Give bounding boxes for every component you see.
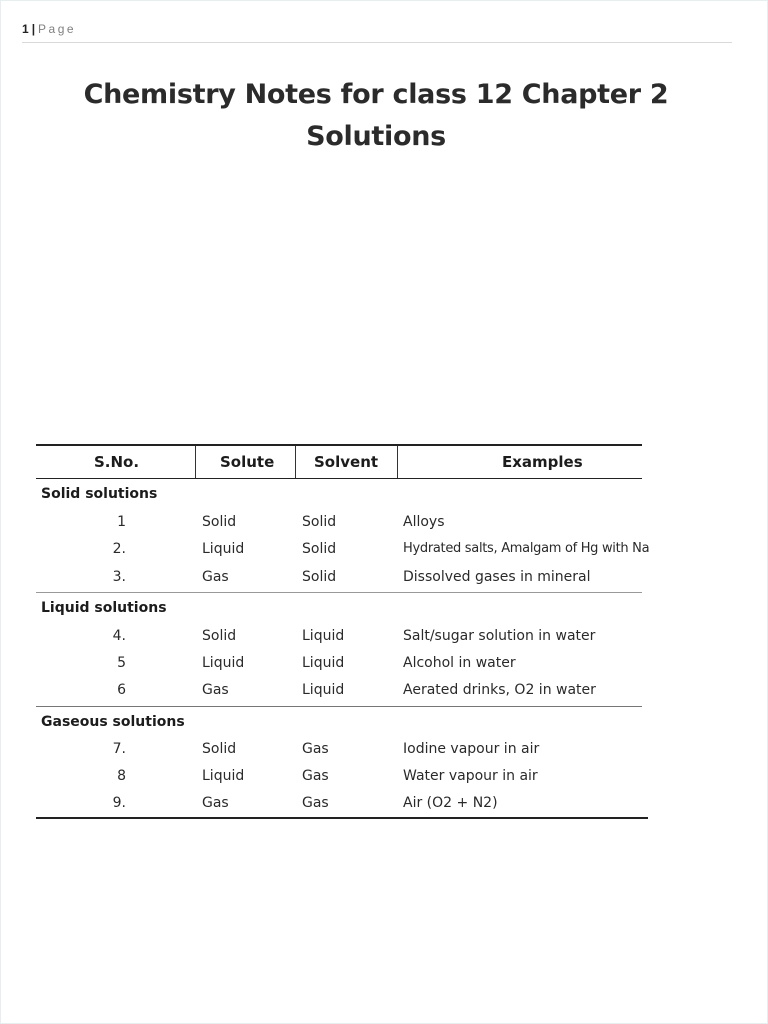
table-bottom-rule [36, 817, 648, 819]
table-top-rule [36, 444, 642, 446]
table-cell-solvent: Liquid [302, 628, 345, 644]
table-cell-solute: Liquid [202, 655, 245, 671]
section-title-gaseous: Gaseous solutions [41, 714, 185, 730]
table-cell-solvent: Liquid [302, 655, 345, 671]
table-cell-solute: Solid [202, 514, 237, 530]
table-cell-solute: Liquid [202, 768, 245, 784]
title-line-1: Chemistry Notes for class 12 Chapter 2 [83, 79, 669, 110]
table-cell-solute: Liquid [202, 541, 245, 557]
table-cell-solvent: Solid [302, 569, 337, 585]
col-header-examples: Examples [502, 453, 583, 471]
header-divider-2 [295, 446, 296, 478]
table-cell-example: Aerated drinks, O2 in water [403, 682, 596, 698]
table-cell-solvent: Gas [302, 795, 329, 811]
table-cell-sno: 5 [117, 655, 126, 671]
table-cell-example: Dissolved gases in mineral [403, 569, 591, 585]
table-cell-example: Hydrated salts, Amalgam of Hg with Na [403, 541, 650, 556]
table-cell-solute: Gas [202, 682, 229, 698]
col-header-solvent: Solvent [314, 453, 379, 471]
col-header-solute: Solute [220, 453, 275, 471]
table-cell-example: Alcohol in water [403, 655, 516, 671]
table-cell-sno: 1 [117, 514, 126, 530]
page-label: Page [38, 22, 77, 36]
table-cell-example: Water vapour in air [403, 768, 538, 784]
table-cell-sno: 9. [112, 795, 126, 811]
table-cell-example: Air (O2 + N2) [403, 795, 498, 811]
table-cell-solvent: Solid [302, 541, 337, 557]
table-cell-solvent: Solid [302, 514, 337, 530]
col-header-sno: S.No. [94, 453, 140, 471]
title-line-2: Solutions [306, 121, 446, 152]
table-cell-solvent: Gas [302, 768, 329, 784]
section-title-solid: Solid solutions [41, 486, 158, 502]
page-number: 1 [22, 22, 29, 36]
document-title [0, 74, 752, 158]
section-rule-1 [36, 592, 642, 593]
header-divider-3 [397, 446, 398, 478]
table-cell-solute: Gas [202, 795, 229, 811]
header-separator: | [31, 22, 36, 36]
solutions-table [36, 440, 672, 822]
header-bottom-rule [36, 478, 642, 479]
table-cell-sno: 7. [112, 741, 126, 757]
table-cell-sno: 3. [112, 569, 126, 585]
table-cell-solute: Solid [202, 628, 237, 644]
section-title-liquid: Liquid solutions [41, 600, 167, 616]
table-cell-solvent: Gas [302, 741, 329, 757]
header-divider-1 [195, 446, 196, 478]
table-cell-example: Salt/sugar solution in water [403, 628, 596, 644]
table-cell-solute: Solid [202, 741, 237, 757]
table-cell-sno: 2. [112, 541, 126, 557]
section-rule-2 [36, 706, 642, 707]
table-cell-example: Alloys [403, 514, 445, 530]
table-cell-solute: Gas [202, 569, 229, 585]
table-cell-sno: 8 [117, 768, 126, 784]
table-cell-sno: 6 [117, 682, 126, 698]
table-cell-example: Iodine vapour in air [403, 741, 540, 757]
table-cell-sno: 4. [112, 628, 126, 644]
page-header [22, 22, 732, 43]
table-cell-solvent: Liquid [302, 682, 345, 698]
